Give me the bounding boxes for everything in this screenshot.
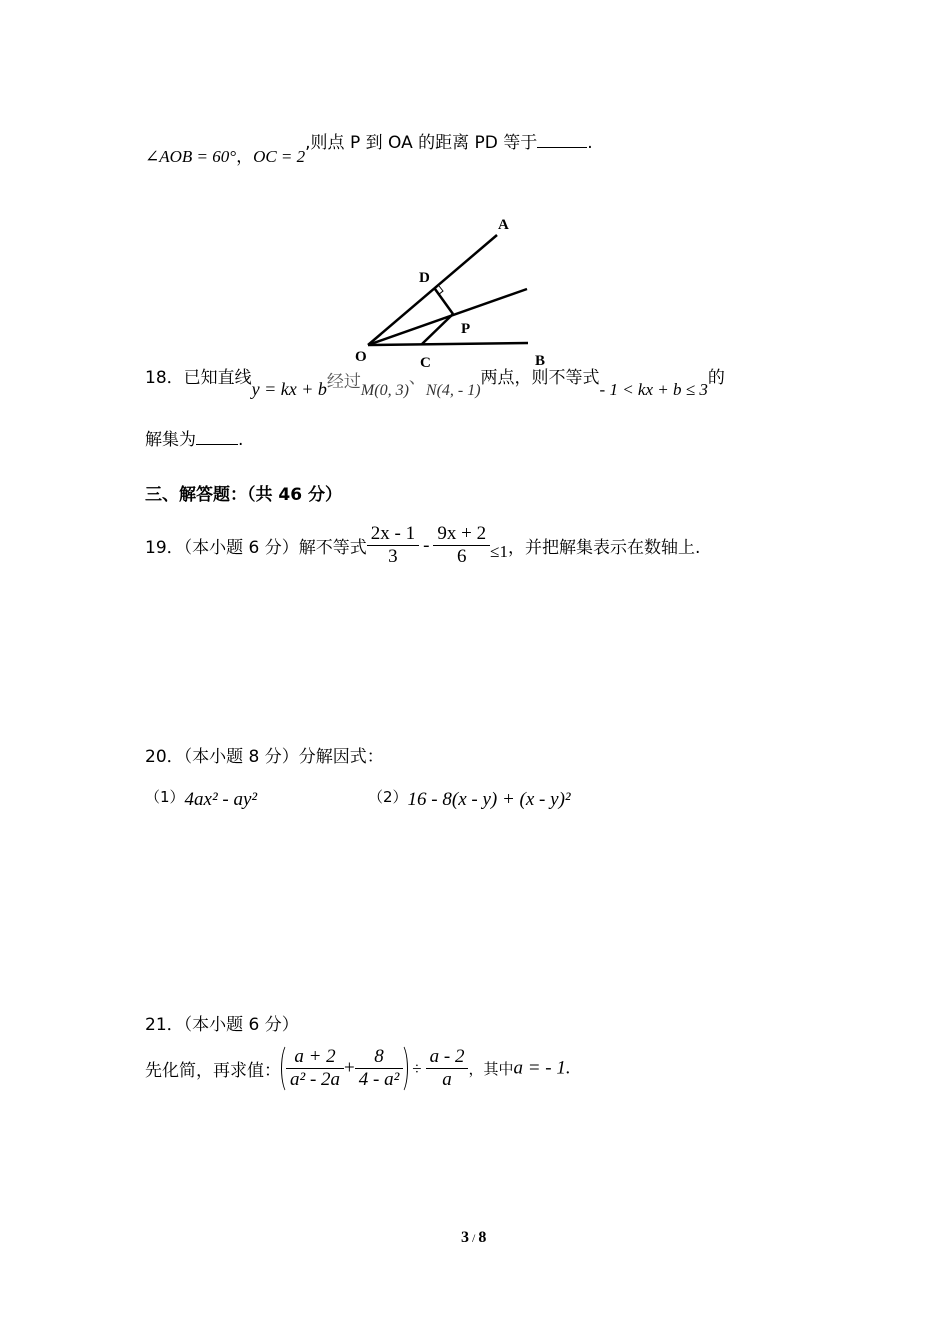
q19-suffix: ，并把解集表示在数轴上. [507, 538, 701, 558]
q20-title: 20．（本小题 8 分）分解因式： [145, 747, 384, 767]
q17-answer-blank [537, 133, 587, 148]
q17-oc-expr: OC = 2 [253, 147, 306, 166]
q18-and: 、 [408, 368, 426, 388]
q21-f3-num: a - 2 [426, 1046, 469, 1069]
q21-frac1 [286, 1046, 344, 1091]
label-c: C [420, 355, 431, 371]
label-b: B [535, 353, 546, 369]
q21-title: 21．（本小题 6 分） [145, 1015, 299, 1035]
q21-f2-den: 4 - a² [358, 1069, 400, 1090]
q19-frac2-den: 6 [457, 546, 467, 567]
q19-minus: - [423, 534, 430, 556]
q19-frac1-num: 2x - 1 [367, 523, 419, 546]
segment-pd [435, 289, 453, 314]
q19-rhs: ≤1 [490, 541, 508, 561]
page-sep: / [472, 1231, 476, 1245]
q18-line2-text: 解集为 [145, 430, 196, 450]
q21-suffix: ，其中 [468, 1060, 514, 1078]
q21-plus: + [344, 1057, 355, 1079]
segment-pc [422, 314, 453, 344]
ray-oa [368, 235, 497, 345]
geometry-figure [340, 205, 580, 380]
q20-part2 [368, 786, 571, 808]
q19-frac2 [433, 523, 490, 568]
ray-bisector [368, 289, 527, 345]
q21-f1-num: a + 2 [286, 1046, 344, 1069]
q18-passes: 经过 [326, 372, 361, 392]
q18-prefix: 18．已知直线 [145, 368, 252, 388]
q18-n-point: N(4, - 1) [425, 382, 481, 399]
q18-mid: 两点，则不等式 [480, 368, 600, 388]
q18-suffix: 的 [707, 368, 725, 388]
q21-f2-num: 8 [355, 1046, 404, 1069]
q17-end: . [587, 133, 593, 153]
q17-text: ,则点 P 到 OA 的距离 PD 等于 [305, 133, 538, 153]
q18-ineq: - 1 < kx + b ≤ 3 [599, 380, 708, 399]
page-footer [461, 1229, 486, 1247]
q21-div: ÷ [412, 1058, 422, 1078]
page-number: 3 [461, 1229, 469, 1246]
ray-ob [368, 343, 528, 345]
q18-answer-blank [196, 430, 238, 445]
q18-line-expr: y = kx + b [251, 379, 327, 399]
label-o: O [355, 349, 367, 365]
q19-prefix: 19．（本小题 6 分）解不等式 [145, 538, 367, 558]
q20-p1-expr: 4ax² - ay² [184, 789, 258, 810]
section3-title: 三、解答题：（共 46 分） [145, 485, 342, 505]
label-a: A [498, 217, 509, 233]
q17-angle-expr: ∠AOB = 60° [145, 147, 237, 166]
q18-end: . [238, 430, 244, 450]
q21-prefix: 先化简，再求值： [145, 1061, 281, 1081]
q19-line [145, 523, 700, 568]
q21-paren-group [281, 1043, 408, 1094]
q18-line1 [145, 363, 725, 399]
q19-frac1-den: 3 [388, 546, 398, 567]
q19-frac2-num: 9x + 2 [433, 523, 490, 546]
q20-p1-label: （1） [145, 788, 185, 806]
q17-line [145, 128, 593, 167]
q21-frac3 [426, 1046, 469, 1091]
label-d: D [419, 270, 430, 286]
page-total: 8 [478, 1229, 487, 1246]
q20-p2-label: （2） [368, 788, 408, 806]
q21-line [145, 1043, 571, 1094]
q20-p2-expr: 16 - 8(x - y) + (x - y)² [407, 789, 571, 810]
q19-frac1 [367, 523, 419, 568]
label-p: P [461, 321, 471, 337]
q21-f1-den: a² - 2a [290, 1069, 341, 1090]
q21-cond: a = - 1. [513, 1057, 571, 1079]
q21-f3-den: a [442, 1069, 452, 1090]
q21-frac2 [355, 1046, 404, 1091]
q17-sep: ， [236, 147, 254, 167]
q20-part1 [145, 786, 257, 808]
q18-m-point: M(0, 3) [360, 382, 409, 399]
q18-line2 [145, 425, 243, 450]
